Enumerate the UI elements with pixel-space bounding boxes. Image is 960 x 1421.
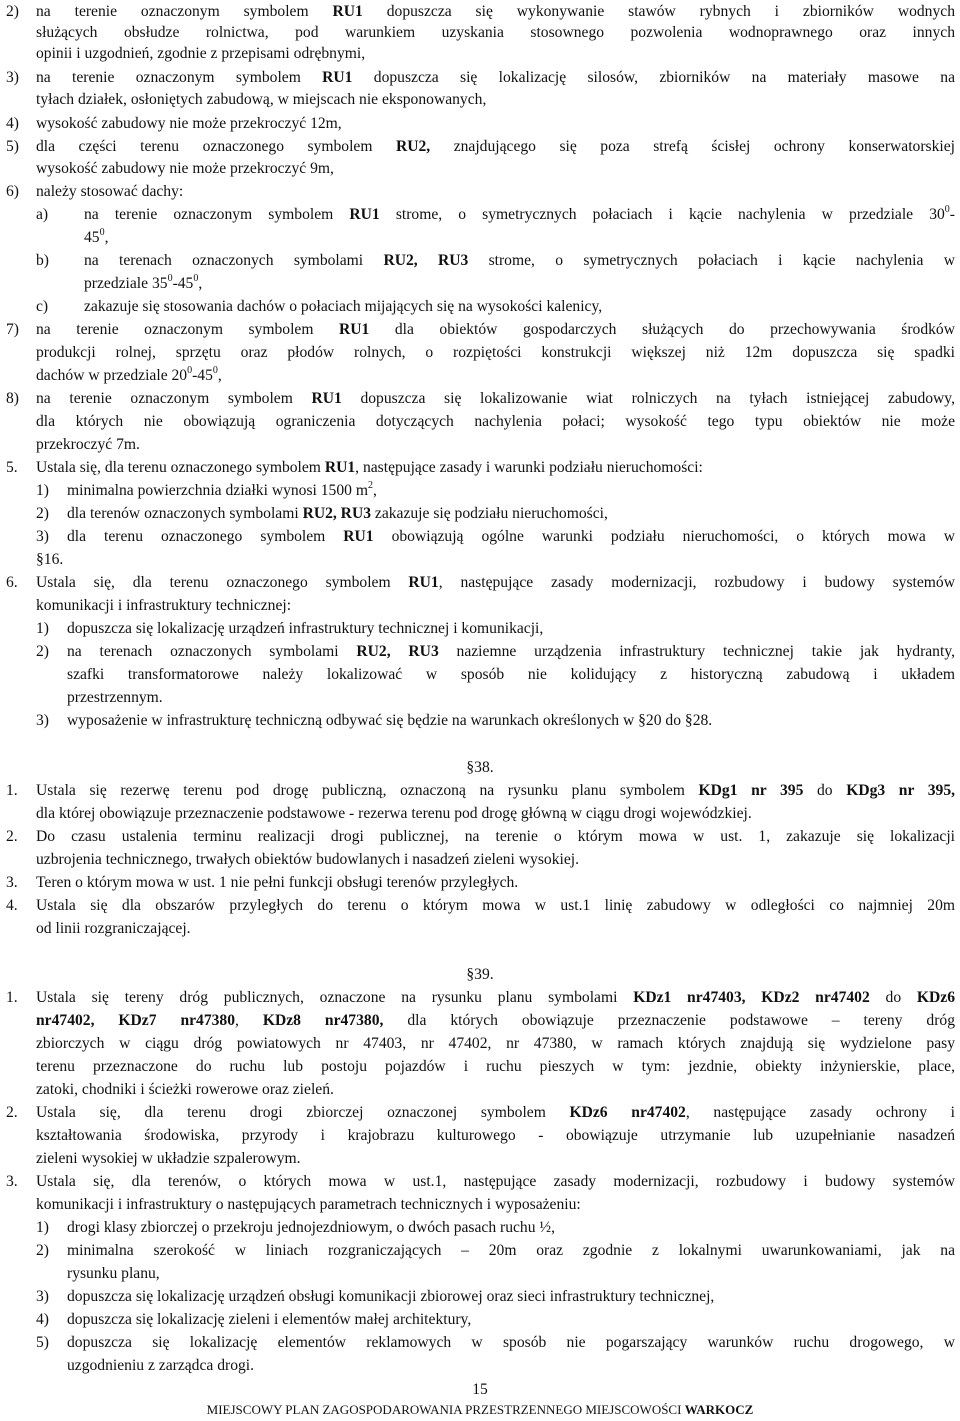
text-line bbox=[67, 709, 955, 732]
list-marker: 3. bbox=[6, 1173, 18, 1190]
text-run: strome, o symetrycznych połaciach i kącie nachylenia w bbox=[468, 252, 956, 269]
text-line bbox=[36, 917, 955, 940]
text-run: przekroczyć 7m. bbox=[36, 436, 140, 453]
text-line bbox=[36, 779, 955, 802]
list-marker: 4) bbox=[36, 1311, 49, 1328]
text-line bbox=[36, 387, 955, 410]
bold-symbol: nr47402, KDz7 nr47380 bbox=[36, 1012, 236, 1029]
text-run: dopuszcza się lokalizowanie wiat rolniczych na tyłach istniejącej zabudowy, bbox=[341, 390, 955, 407]
text-line bbox=[67, 525, 955, 548]
text-run: szafki transformatorowe należy lokalizować w sposób nie kolidujący z historyczną zabudową i układem bbox=[67, 666, 955, 683]
text-line bbox=[36, 410, 955, 433]
text-line bbox=[67, 1354, 955, 1377]
text-run: strome, o symetrycznych połaciach i kącie nachylenia w przedziale 30 bbox=[379, 206, 945, 223]
text-run: znajdującego się poza strefą ścisłej ochrony konserwatorskiej bbox=[430, 138, 955, 155]
superscript: 0 bbox=[99, 226, 105, 238]
page-number: 15 bbox=[472, 1381, 488, 1398]
text-line bbox=[67, 1216, 955, 1239]
text-run: zakazuje się stosowania dachów o połaciach mijających się na wysokości kalenicy, bbox=[84, 298, 603, 315]
text-run: zieleni wysokiej w układzie szpalerowym. bbox=[36, 1150, 301, 1167]
text-line bbox=[36, 42, 955, 65]
text-run: Ustala się tereny dróg publicznych, oznaczone na rysunku planu symbolami bbox=[36, 989, 634, 1006]
text-line bbox=[36, 1170, 955, 1193]
list-marker: 1. bbox=[6, 782, 18, 799]
text-run: , bbox=[104, 229, 109, 246]
text-line bbox=[36, 341, 955, 364]
text-line bbox=[36, 135, 955, 158]
text-run: na terenie oznaczonym symbolem bbox=[36, 69, 323, 86]
text-run: rysunku planu, bbox=[67, 1265, 160, 1282]
text-line bbox=[36, 433, 955, 456]
bold-symbol: KDz6 nr47402 bbox=[569, 1104, 686, 1121]
text-run: uzbrojenia technicznego, trwałych obiektów budowlanych i nasadzeń zieleni wysokiej. bbox=[36, 851, 579, 868]
text-run: 45 bbox=[84, 229, 100, 246]
text-run: zbiorczych w ciągu dróg powiatowych nr 47403, nr 47402, nr 47380, w ramach których znajdują się wydzielone pasy bbox=[36, 1035, 955, 1052]
text-line bbox=[36, 1193, 955, 1216]
text-line bbox=[36, 1147, 955, 1170]
text-line bbox=[36, 180, 955, 203]
text-line bbox=[36, 571, 955, 594]
text-run: - bbox=[949, 206, 955, 223]
text-line bbox=[36, 157, 955, 180]
bold-symbol: KDz1 nr47403, KDz2 nr47402 bbox=[633, 989, 870, 1006]
text-line bbox=[36, 1101, 955, 1124]
text-run: od linii rozgraniczającej. bbox=[36, 920, 191, 937]
text-line bbox=[36, 66, 955, 89]
text-run: do bbox=[803, 782, 847, 799]
text-run: minimalna szerokość w liniach rozgraniczających – 20m oraz zgodnie z lokalnymi uwarunkowaniami, jak na bbox=[67, 1242, 955, 1259]
bold-symbol: RU1 bbox=[408, 574, 439, 591]
text-line bbox=[36, 825, 955, 848]
bold-symbol: KDg1 nr 395 bbox=[698, 782, 804, 799]
text-run: dachów w przedziale 20 bbox=[36, 367, 188, 384]
text-line bbox=[36, 21, 955, 44]
text-run: należy stosować dachy: bbox=[36, 183, 184, 200]
list-marker: c) bbox=[36, 298, 49, 315]
list-marker: 2. bbox=[6, 1104, 18, 1121]
list-marker: b) bbox=[36, 252, 49, 269]
text-line bbox=[67, 640, 955, 663]
text-line bbox=[67, 686, 955, 709]
text-run: na terenie oznaczonym symbolem bbox=[84, 206, 350, 223]
superscript: 2 bbox=[367, 479, 373, 491]
text-run: wyposażenie w infrastrukturę techniczną odbywać się będzie na warunkach określonych w §20 do §28. bbox=[67, 712, 713, 729]
text-line bbox=[36, 1032, 955, 1055]
list-marker: 8) bbox=[6, 390, 19, 407]
text-run: uzgodnieniu z zarządca drogi. bbox=[67, 1357, 255, 1374]
text-line bbox=[84, 295, 955, 318]
text-line bbox=[36, 88, 955, 111]
bold-symbol: RU1 bbox=[349, 206, 380, 223]
list-marker: 1. bbox=[6, 989, 18, 1006]
text-line bbox=[67, 663, 955, 686]
list-marker: 4) bbox=[6, 115, 19, 132]
superscript: 0 bbox=[167, 272, 173, 284]
superscript: 0 bbox=[944, 203, 950, 215]
text-line bbox=[36, 1009, 955, 1032]
bold-symbol: RU2, bbox=[395, 138, 431, 155]
text-run: dla których obowiązuje przeznaczenie podstawowe – tereny dróg bbox=[383, 1012, 956, 1029]
text-run: , bbox=[235, 1012, 263, 1029]
text-run: §16. bbox=[36, 551, 64, 568]
superscript: 0 bbox=[212, 364, 218, 376]
bold-symbol: RU2, RU3 bbox=[383, 252, 469, 269]
bold-symbol: KDg3 nr 395, bbox=[846, 782, 956, 799]
text-line bbox=[36, 594, 955, 617]
text-run: minimalna powierzchnia działki wynosi 1500 m bbox=[67, 482, 368, 499]
text-run: , następujące zasady ochrony i bbox=[685, 1104, 955, 1121]
text-run: dopuszcza się lokalizację zieleni i elementów małej architektury, bbox=[67, 1311, 472, 1328]
bold-symbol: RU2, RU3 bbox=[356, 643, 439, 660]
text-line bbox=[67, 1239, 955, 1262]
text-line bbox=[36, 456, 955, 479]
text-run: na terenach oznaczonych symbolami bbox=[67, 643, 357, 660]
bold-symbol: RU2, RU3 bbox=[302, 505, 371, 522]
text-run: §39. bbox=[466, 966, 494, 983]
text-line bbox=[36, 318, 955, 341]
list-marker: 3) bbox=[36, 1288, 49, 1305]
list-marker: a) bbox=[36, 206, 49, 223]
list-marker: 5. bbox=[6, 459, 18, 476]
bold-symbol: RU1 bbox=[332, 3, 363, 20]
text-run: naziemne urządzenia infrastruktury technicznej takie jak hydranty, bbox=[438, 643, 955, 660]
text-run: Do czasu ustalenia terminu realizacji drogi publicznej, na terenie o którym mowa w ust. 1, zakazuje się lokalizacji bbox=[36, 828, 955, 845]
list-marker: 1) bbox=[36, 620, 49, 637]
list-marker: 6. bbox=[6, 574, 18, 591]
text-line bbox=[36, 0, 955, 23]
text-run: Ustala się dla obszarów przyległych do terenu o którym mowa w ust.1 linię zabudowy w odległości co najmniej 20m bbox=[36, 897, 955, 914]
text-run: §38. bbox=[466, 759, 494, 776]
text-line bbox=[36, 848, 955, 871]
list-marker: 2) bbox=[36, 643, 49, 660]
text-run: wysokość zabudowy nie może przekroczyć 9m, bbox=[36, 160, 334, 177]
list-marker: 3) bbox=[36, 528, 49, 545]
text-run: Ustala się, dla terenów, o których mowa w ust.1, następujące zasady modernizacji, rozbudowy i budowy systemów bbox=[36, 1173, 955, 1190]
text-run: dla której obowiązuje przeznaczenie podstawowe - rezerwa terenu pod drogę główną w ciągu drogi wojewódzkiej. bbox=[36, 805, 752, 822]
text-run: , bbox=[372, 482, 377, 499]
text-run: Ustala się, dla terenu oznaczonego symbolem bbox=[36, 574, 409, 591]
bold-symbol: RU1 bbox=[324, 459, 356, 476]
text-run: do bbox=[869, 989, 917, 1006]
text-run: wysokość zabudowy nie może przekroczyć 12m, bbox=[36, 115, 342, 132]
superscript: 0 bbox=[187, 364, 193, 376]
text-run: drogi klasy zbiorczej o przekroju jednojezdniowym, o dwóch pasach ruchu ½, bbox=[67, 1219, 556, 1236]
text-run: dla terenów oznaczonych symbolami bbox=[67, 505, 303, 522]
bold-symbol: RU1 bbox=[322, 69, 353, 86]
text-run: dla obiektów gospodarczych służących do przechowywania środków bbox=[369, 321, 955, 338]
text-run: przedziale 35 bbox=[84, 275, 168, 292]
bold-symbol: KDz6 bbox=[916, 989, 956, 1006]
list-marker: 2) bbox=[6, 3, 19, 20]
superscript: 0 bbox=[193, 272, 199, 284]
text-line bbox=[36, 364, 955, 387]
text-run: dla części terenu oznaczonego symbolem bbox=[36, 138, 396, 155]
text-line bbox=[36, 802, 955, 825]
text-line bbox=[67, 1285, 955, 1308]
list-marker: 3. bbox=[6, 874, 18, 891]
list-marker: 6) bbox=[6, 183, 19, 200]
bold-symbol: RU1 bbox=[311, 390, 342, 407]
text-run: opinii i uzgodnień, zgodnie z przepisami odrębnymi, bbox=[36, 45, 366, 62]
list-marker: 1) bbox=[36, 1219, 49, 1236]
text-run: komunikacji i infrastruktury technicznej: bbox=[36, 597, 292, 614]
text-line bbox=[67, 1308, 955, 1331]
text-line bbox=[67, 479, 955, 502]
list-marker: 3) bbox=[36, 712, 49, 729]
text-line bbox=[36, 986, 955, 1009]
text-run: komunikacji i infrastruktury o następujących parametrach technicznych i wyposażeniu: bbox=[36, 1196, 581, 1213]
text-run: Teren o którym mowa w ust. 1 nie pełni funkcji obsługi terenów przyległych. bbox=[36, 874, 519, 891]
list-marker: 2) bbox=[36, 505, 49, 522]
text-line bbox=[84, 226, 955, 249]
section-heading bbox=[0, 963, 960, 986]
text-run: dopuszcza się lokalizację urządzeń infrastruktury technicznej i komunikacji, bbox=[67, 620, 544, 637]
text-line bbox=[67, 1331, 955, 1354]
text-line bbox=[67, 617, 955, 640]
bold-symbol: RU1 bbox=[338, 321, 370, 338]
text-run: , bbox=[217, 367, 222, 384]
list-marker: 2. bbox=[6, 828, 18, 845]
text-run: dla terenu oznaczonego symbolem bbox=[67, 528, 344, 545]
text-run: dopuszcza się lokalizację elementów reklamowych w sposób nie pogarszający warunków ruchu drogowego, w bbox=[67, 1334, 955, 1351]
text-run: dopuszcza się lokalizację urządzeń obsługi komunikacji zbiorowej oraz sieci infrastruktury technicznej, bbox=[67, 1288, 715, 1305]
text-run: kształtowania środowiska, przyrody i krajobrazu kulturowego - obowiązuje utrzymanie lub uzupełnianie nasadzeń bbox=[36, 1127, 955, 1144]
text-line bbox=[67, 502, 955, 525]
text-line bbox=[67, 1262, 955, 1285]
text-line bbox=[36, 112, 955, 135]
bold-symbol: KDz8 nr47380, bbox=[262, 1012, 384, 1029]
text-line bbox=[36, 1124, 955, 1147]
text-run: na terenach oznaczonych symbolami bbox=[84, 252, 384, 269]
text-line bbox=[36, 1078, 955, 1101]
text-run: obowiązują ogólne warunki podziału nieruchomości, o których mowa w bbox=[373, 528, 956, 545]
text-run: , następujące zasady modernizacji, rozbudowy i budowy systemów bbox=[438, 574, 955, 591]
text-run: -45 bbox=[172, 275, 194, 292]
list-marker: 1) bbox=[36, 482, 49, 499]
text-run: na terenie oznaczonym symbolem bbox=[36, 3, 333, 20]
text-run: na terenie oznaczonym symbolem bbox=[36, 390, 312, 407]
text-run: dopuszcza się wykonywanie stawów rybnych i zbiorników wodnych bbox=[362, 3, 955, 20]
list-marker: 3) bbox=[6, 69, 19, 86]
list-marker: 5) bbox=[36, 1334, 49, 1351]
footer-title: MIEJSCOWY PLAN ZAGOSPODAROWANIA PRZESTRZENNEGO MIEJSCOWOŚCI bbox=[206, 1402, 685, 1417]
text-line bbox=[36, 894, 955, 917]
text-run: zatoki, chodniki i ścieżki rowerowe oraz zieleń. bbox=[36, 1081, 334, 1098]
footer-place: WARKOCZ bbox=[684, 1402, 754, 1417]
text-run: tyłach działek, osłoniętych zabudową, w miejscach nie eksponowanych, bbox=[36, 91, 487, 108]
text-line bbox=[84, 249, 955, 272]
text-run: -45 bbox=[192, 367, 213, 384]
text-run: Ustala się rezerwę terenu pod drogę publiczną, oznaczoną na rysunku planu symbolem bbox=[36, 782, 699, 799]
text-run: Ustala się, dla terenu drogi zbiorczej oznaczonej symbolem bbox=[36, 1104, 570, 1121]
text-line bbox=[84, 272, 955, 295]
text-run: przestrzennym. bbox=[67, 689, 163, 706]
text-run: służących obsłudze rolnictwa, pod warunkiem uzyskania stosownego pozwolenia wodnoprawnego oraz innych bbox=[36, 24, 955, 41]
text-run: produkcji rolnej, sprzętu oraz płodów rolnych, o rozpiętości konstrukcji większej niż 12m dopuszcza się spadki bbox=[36, 344, 955, 361]
text-run: Ustala się, dla terenu oznaczonego symbolem bbox=[36, 459, 325, 476]
text-line bbox=[36, 548, 955, 571]
text-line bbox=[84, 203, 955, 226]
section-heading bbox=[0, 756, 960, 779]
text-run: , bbox=[198, 275, 203, 292]
text-line bbox=[36, 871, 955, 894]
bold-symbol: RU1 bbox=[343, 528, 374, 545]
list-marker: 5) bbox=[6, 138, 19, 155]
text-run: terenu przeznaczone do ruchu lub postoju pojazdów i ruchu pieszych w tym: jezdnie, obiekty inżynierskie, place, bbox=[36, 1058, 955, 1075]
text-run: zakazuje się podziału nieruchomości, bbox=[371, 505, 608, 522]
text-run: na terenie oznaczonym symbolem bbox=[36, 321, 339, 338]
list-marker: 4. bbox=[6, 897, 18, 914]
list-marker: 2) bbox=[36, 1242, 49, 1259]
list-marker: 7) bbox=[6, 321, 19, 338]
text-run: dopuszcza się lokalizację silosów, zbiorników na materiały masowe na bbox=[352, 69, 955, 86]
text-line bbox=[36, 1055, 955, 1078]
text-run: dla których nie obowiązują ograniczenia dotyczących nachylenia połaci; wysokość tego typu obiektów nie może bbox=[36, 413, 955, 430]
text-run: , następujące zasady i warunki podziału nieruchomości: bbox=[355, 459, 703, 476]
